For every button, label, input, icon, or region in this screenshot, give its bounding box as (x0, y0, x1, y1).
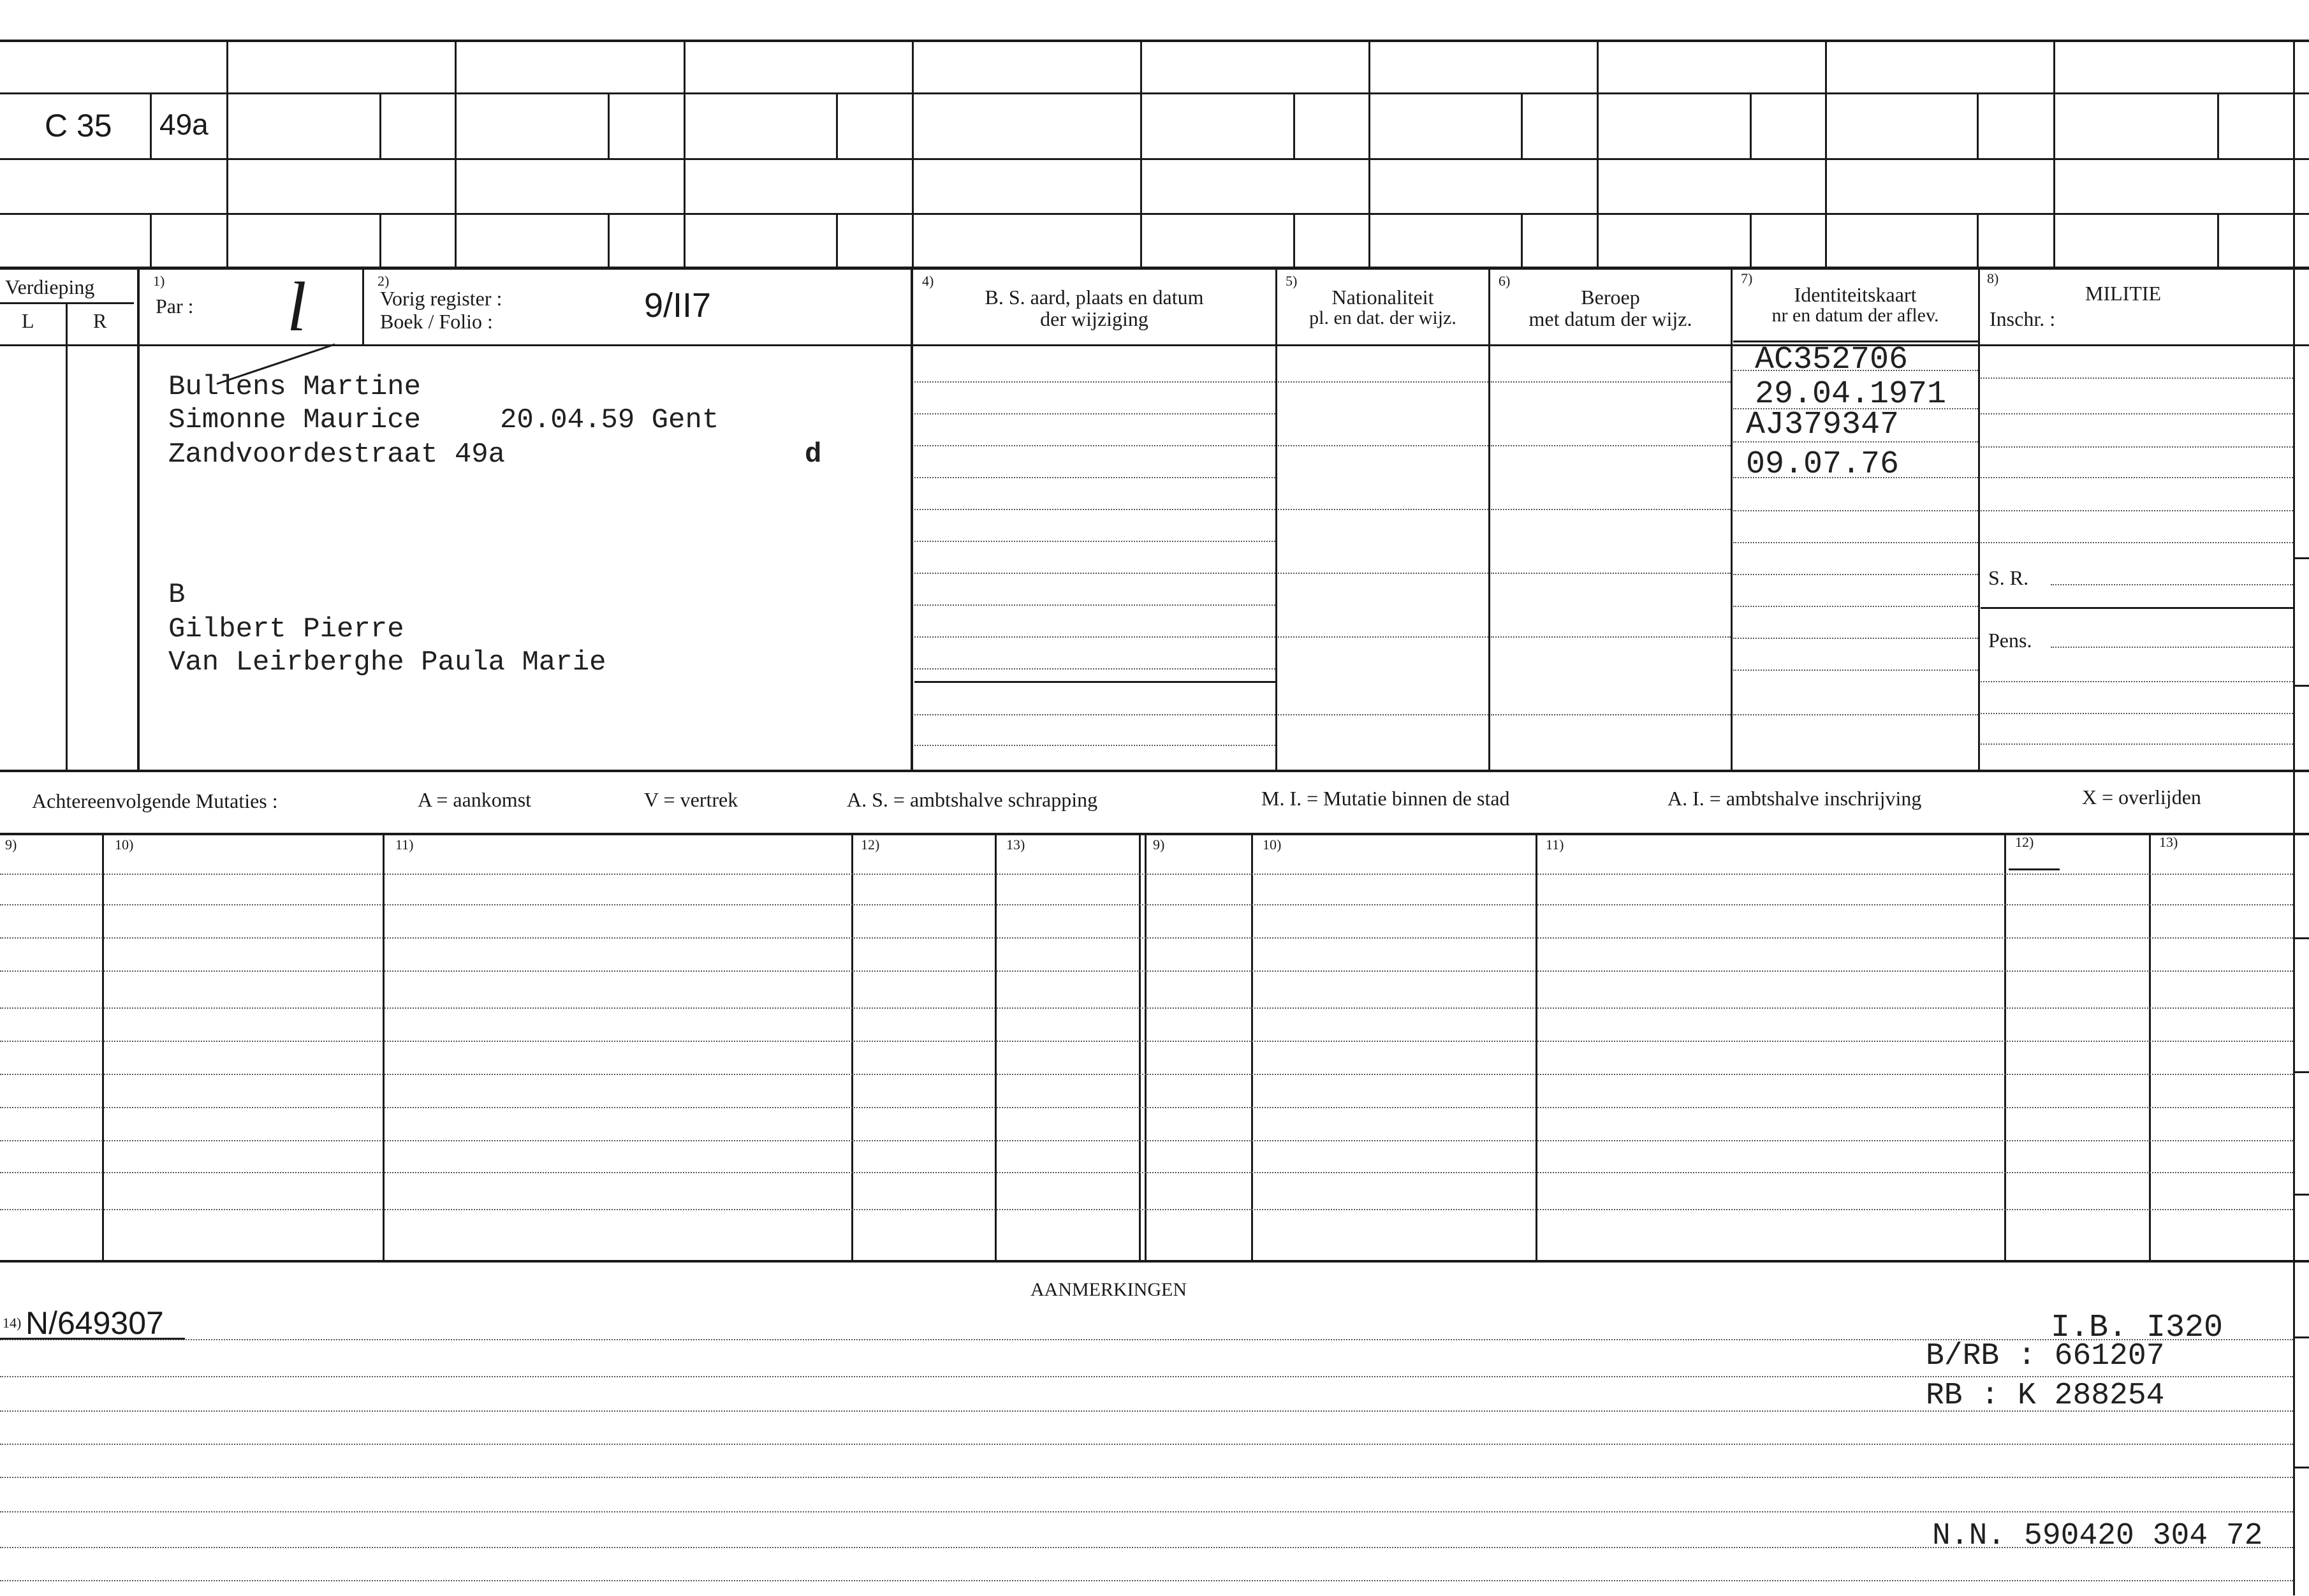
verdieping-right: R (93, 309, 107, 332)
inschr-label: Inschr. : (1990, 307, 2056, 330)
militie-number: 8) (1987, 270, 1999, 286)
person-mark: d (805, 439, 822, 471)
person-parent: Simonne Maurice (168, 404, 421, 436)
beroep-header-line1: Beroep (1581, 286, 1640, 309)
legend-aankomst: A = aankomst (418, 788, 532, 811)
block-code: C 35 (45, 108, 112, 143)
nat-header-line1: Nationaliteit (1331, 286, 1434, 309)
sr-label: S. R. (1988, 566, 2029, 589)
pens-label: Pens. (1988, 629, 2032, 652)
remarks-nn: N.N. 590420 304 72 (1932, 1519, 2263, 1553)
verdieping-left: L (22, 309, 34, 332)
id-number: 7) (1741, 270, 1753, 286)
mutation-col-13-b: 13) (2159, 834, 2178, 850)
person-name: Bullens Martine (168, 371, 421, 403)
id-card-date-1: 29.04.1971 (1755, 376, 1947, 413)
mutation-col-9-b: 9) (1153, 837, 1165, 853)
legend-mutatie-stad: M. I. = Mutatie binnen de stad (1261, 787, 1510, 810)
remarks-reference: N/649307 (26, 1305, 164, 1341)
vorig-register-label: Vorig register : (380, 287, 502, 310)
bs-number: 4) (922, 273, 934, 289)
bs-header-line1: B. S. aard, plaats en datum (985, 286, 1204, 309)
nat-number: 5) (1286, 273, 1298, 289)
id-header-line1: Identiteitskaart (1794, 283, 1917, 306)
beroep-number: 6) (1499, 273, 1511, 289)
remarks-ib: I.B. I320 (2051, 1310, 2224, 1346)
mutation-col-10-a: 10) (115, 837, 134, 853)
legend-inschrijving: A. I. = ambtshalve inschrijving (1668, 787, 1922, 810)
mutation-col-13-a: 13) (1006, 837, 1025, 853)
bs-header-line2: der wijziging (1040, 307, 1148, 330)
house-number: 49a (159, 108, 209, 141)
par-number: 1) (153, 273, 165, 289)
spouse-line2: Van Leirberghe Paula Marie (168, 647, 606, 678)
verdieping-label: Verdieping (5, 275, 95, 298)
spouse-line1: Gilbert Pierre (168, 613, 404, 645)
person-address: Zandvoordestraat 49a (168, 439, 506, 471)
boek-folio-label: Boek / Folio : (380, 310, 493, 333)
register-value: 9/II7 (644, 286, 712, 325)
remarks-brb: B/RB : 661207 (1926, 1339, 2165, 1373)
id-header-line2: nr en datum der aflev. (1771, 305, 1939, 326)
id-card-number-1: AC352706 (1755, 342, 1909, 378)
par-mark: l (287, 268, 307, 346)
nat-header-line2: pl. en dat. der wijz. (1309, 307, 1456, 328)
mutation-col-11-a: 11) (395, 837, 414, 853)
remarks-title: AANMERKINGEN (1030, 1279, 1187, 1300)
vorig-number: 2) (378, 273, 390, 289)
mutations-title: Achtereenvolgende Mutaties : (32, 789, 278, 812)
mutation-col-11-b: 11) (1546, 837, 1564, 853)
mutation-col-9-a: 9) (5, 837, 17, 853)
mutation-col-10-b: 10) (1263, 837, 1282, 853)
legend-vertrek: V = vertrek (644, 788, 738, 811)
remarks-rb: RB : K 288254 (1926, 1379, 2165, 1413)
beroep-header-line2: met datum der wijz. (1528, 307, 1692, 330)
mutation-col-12-b: 12) (2015, 834, 2034, 850)
par-label: Par : (156, 295, 194, 318)
person-birth: 20.04.59 Gent (500, 404, 719, 436)
section-b: B (168, 579, 186, 611)
id-card-date-2: 09.07.76 (1746, 446, 1900, 483)
militie-label: MILITIE (2085, 282, 2162, 305)
id-card-number-2: AJ379347 (1746, 407, 1900, 443)
legend-overlijden: X = overlijden (2082, 786, 2201, 809)
legend-schrapping: A. S. = ambtshalve schrapping (847, 788, 1098, 811)
mutation-col-12-a: 12) (861, 837, 880, 853)
remarks-number: 14) (3, 1315, 22, 1331)
